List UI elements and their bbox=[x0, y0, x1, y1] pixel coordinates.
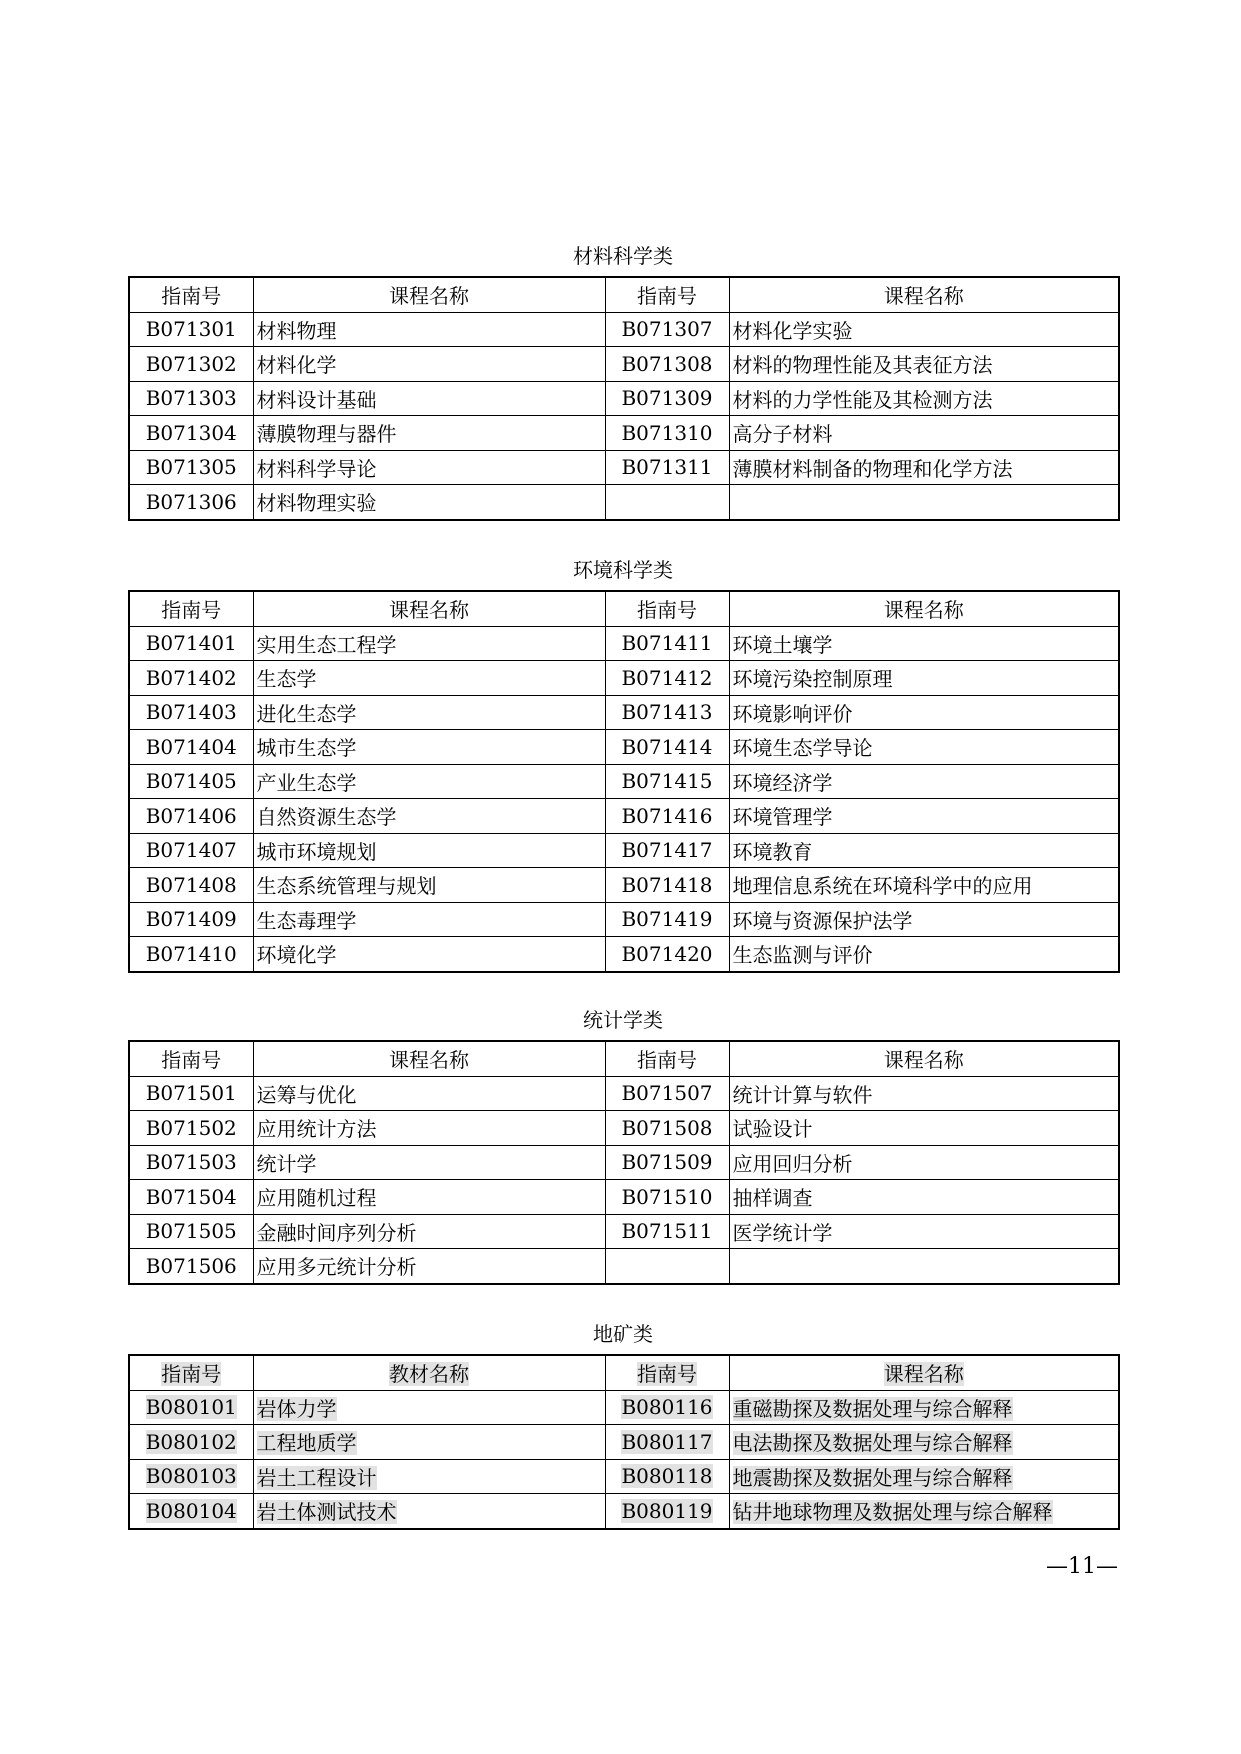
guide-number-cell: B071415 bbox=[605, 764, 729, 799]
guide-number-cell: B071306 bbox=[129, 485, 253, 520]
table-row bbox=[129, 312, 1119, 347]
highlighted-text: B080117 bbox=[621, 1429, 713, 1454]
table-row bbox=[129, 799, 1119, 834]
guide-number-cell: B071511 bbox=[605, 1214, 729, 1249]
course-name-cell: 薄膜材料制备的物理和化学方法 bbox=[729, 450, 1119, 485]
course-table bbox=[128, 590, 1120, 973]
highlighted-text: 钻井地球物理及数据处理与综合解释 bbox=[732, 1500, 1053, 1525]
highlighted-text: B080118 bbox=[621, 1464, 713, 1489]
course-name-cell bbox=[253, 1390, 605, 1425]
highlighted-text: B080102 bbox=[145, 1429, 237, 1454]
course-name-cell: 环境化学 bbox=[253, 937, 605, 972]
guide-number-cell: B071305 bbox=[129, 450, 253, 485]
table-header-row bbox=[129, 1041, 1119, 1076]
course-name-cell: 实用生态工程学 bbox=[253, 626, 605, 661]
table-row bbox=[129, 902, 1119, 937]
course-name-cell: 应用回归分析 bbox=[729, 1145, 1119, 1180]
guide-number-cell: B071503 bbox=[129, 1145, 253, 1180]
course-name-cell: 城市环境规划 bbox=[253, 833, 605, 868]
guide-number-cell: B071409 bbox=[129, 902, 253, 937]
course-name-cell: 统计计算与软件 bbox=[729, 1076, 1119, 1111]
header-course-name: 课程名称 bbox=[253, 277, 605, 312]
page-number: —11— bbox=[1046, 1554, 1118, 1579]
header-course-name: 课程名称 bbox=[253, 591, 605, 626]
course-name-cell: 应用统计方法 bbox=[253, 1111, 605, 1146]
guide-number-cell: B071308 bbox=[605, 347, 729, 382]
course-name-cell: 运筹与优化 bbox=[253, 1076, 605, 1111]
guide-number-cell: B071407 bbox=[129, 833, 253, 868]
guide-number-cell: B071410 bbox=[129, 937, 253, 972]
course-name-cell: 城市生态学 bbox=[253, 730, 605, 765]
table-header-row bbox=[129, 591, 1119, 626]
course-name-cell: 应用多元统计分析 bbox=[253, 1249, 605, 1284]
guide-number-cell: B071404 bbox=[129, 730, 253, 765]
table-header-row bbox=[129, 1355, 1119, 1390]
guide-number-cell: B071413 bbox=[605, 695, 729, 730]
course-name-cell: 自然资源生态学 bbox=[253, 799, 605, 834]
course-name-cell: 环境土壤学 bbox=[729, 626, 1119, 661]
course-name-cell: 生态毒理学 bbox=[253, 902, 605, 937]
table-row bbox=[129, 833, 1119, 868]
section-statistics bbox=[128, 1008, 1118, 1285]
header-course-name: 课程名称 bbox=[729, 277, 1119, 312]
guide-number-cell: B071310 bbox=[605, 416, 729, 451]
course-name-cell: 环境生态学导论 bbox=[729, 730, 1119, 765]
highlighted-text: 岩体力学 bbox=[256, 1396, 337, 1421]
guide-number-cell: B071304 bbox=[129, 416, 253, 451]
guide-number-cell bbox=[605, 1494, 729, 1529]
header-guide-number bbox=[129, 1355, 253, 1390]
course-name-cell: 抽样调查 bbox=[729, 1180, 1119, 1215]
highlighted-text: 重磁勘探及数据处理与综合解释 bbox=[732, 1396, 1013, 1421]
guide-number-cell: B071507 bbox=[605, 1076, 729, 1111]
table-row bbox=[129, 416, 1119, 451]
course-name-cell: 生态学 bbox=[253, 661, 605, 696]
course-table bbox=[128, 276, 1120, 521]
guide-number-cell: B071501 bbox=[129, 1076, 253, 1111]
highlighted-text: 工程地质学 bbox=[256, 1431, 357, 1456]
course-name-cell bbox=[729, 1459, 1119, 1494]
guide-number-cell: B071405 bbox=[129, 764, 253, 799]
header-textbook-name bbox=[253, 1355, 605, 1390]
table-row bbox=[129, 626, 1119, 661]
course-name-cell: 应用随机过程 bbox=[253, 1180, 605, 1215]
table-header-row bbox=[129, 277, 1119, 312]
course-name-cell: 材料化学 bbox=[253, 347, 605, 382]
course-name-cell bbox=[253, 1459, 605, 1494]
guide-number-cell: B071414 bbox=[605, 730, 729, 765]
table-row bbox=[129, 695, 1119, 730]
guide-number-cell: B071509 bbox=[605, 1145, 729, 1180]
course-name-cell: 产业生态学 bbox=[253, 764, 605, 799]
course-name-cell: 材料的物理性能及其表征方法 bbox=[729, 347, 1119, 382]
course-name-cell: 环境管理学 bbox=[729, 799, 1119, 834]
course-table bbox=[128, 1354, 1120, 1530]
header-guide-number: 指南号 bbox=[129, 591, 253, 626]
table-row bbox=[129, 347, 1119, 382]
guide-number-cell bbox=[129, 1425, 253, 1460]
guide-number-cell: B071412 bbox=[605, 661, 729, 696]
highlighted-text: 指南号 bbox=[637, 1362, 697, 1387]
table-row bbox=[129, 450, 1119, 485]
section-title: 地矿类 bbox=[593, 1322, 653, 1346]
section-title: 统计学类 bbox=[583, 1008, 663, 1032]
highlighted-text: 地震勘探及数据处理与综合解释 bbox=[732, 1465, 1013, 1490]
guide-number-cell bbox=[605, 1459, 729, 1494]
course-name-cell bbox=[253, 1425, 605, 1460]
guide-number-cell: B071403 bbox=[129, 695, 253, 730]
course-table bbox=[128, 1040, 1120, 1285]
guide-number-cell: B071401 bbox=[129, 626, 253, 661]
empty-cell bbox=[605, 1249, 729, 1284]
course-name-cell: 材料设计基础 bbox=[253, 381, 605, 416]
guide-number-cell: B071302 bbox=[129, 347, 253, 382]
guide-number-cell: B071411 bbox=[605, 626, 729, 661]
section-geology-mining bbox=[128, 1322, 1118, 1530]
course-name-cell: 地理信息系统在环境科学中的应用 bbox=[729, 868, 1119, 903]
guide-number-cell: B071303 bbox=[129, 381, 253, 416]
header-guide-number: 指南号 bbox=[605, 591, 729, 626]
table-row bbox=[129, 1076, 1119, 1111]
guide-number-cell: B071506 bbox=[129, 1249, 253, 1284]
course-name-cell bbox=[729, 1390, 1119, 1425]
header-course-name: 课程名称 bbox=[729, 1041, 1119, 1076]
table-row bbox=[129, 1494, 1119, 1529]
header-guide-number: 指南号 bbox=[129, 277, 253, 312]
guide-number-cell: B071419 bbox=[605, 902, 729, 937]
course-name-cell: 环境经济学 bbox=[729, 764, 1119, 799]
highlighted-text: 岩土工程设计 bbox=[256, 1465, 377, 1490]
course-name-cell: 金融时间序列分析 bbox=[253, 1214, 605, 1249]
course-name-cell: 材料科学导论 bbox=[253, 450, 605, 485]
section-title: 材料科学类 bbox=[573, 244, 673, 268]
highlighted-text: 电法勘探及数据处理与综合解释 bbox=[732, 1431, 1013, 1456]
guide-number-cell: B071311 bbox=[605, 450, 729, 485]
empty-cell bbox=[605, 485, 729, 520]
guide-number-cell bbox=[129, 1494, 253, 1529]
guide-number-cell bbox=[129, 1459, 253, 1494]
course-name-cell: 生态监测与评价 bbox=[729, 937, 1119, 972]
guide-number-cell: B071417 bbox=[605, 833, 729, 868]
course-name-cell: 薄膜物理与器件 bbox=[253, 416, 605, 451]
guide-number-cell: B071416 bbox=[605, 799, 729, 834]
highlighted-text: B080101 bbox=[145, 1395, 237, 1420]
guide-number-cell bbox=[129, 1390, 253, 1425]
course-name-cell: 材料化学实验 bbox=[729, 312, 1119, 347]
header-guide-number: 指南号 bbox=[129, 1041, 253, 1076]
course-name-cell bbox=[729, 1494, 1119, 1529]
course-name-cell: 进化生态学 bbox=[253, 695, 605, 730]
course-name-cell: 医学统计学 bbox=[729, 1214, 1119, 1249]
course-name-cell: 材料物理 bbox=[253, 312, 605, 347]
header-guide-number: 指南号 bbox=[605, 1041, 729, 1076]
guide-number-cell: B071402 bbox=[129, 661, 253, 696]
section-environmental-science bbox=[128, 558, 1118, 973]
header-guide-number bbox=[605, 1355, 729, 1390]
table-row bbox=[129, 485, 1119, 520]
empty-cell bbox=[729, 1249, 1119, 1284]
guide-number-cell: B071301 bbox=[129, 312, 253, 347]
guide-number-cell: B071508 bbox=[605, 1111, 729, 1146]
table-row bbox=[129, 661, 1119, 696]
course-name-cell: 材料物理实验 bbox=[253, 485, 605, 520]
highlighted-text: B080119 bbox=[621, 1498, 713, 1523]
highlighted-text: B080116 bbox=[621, 1395, 713, 1420]
guide-number-cell: B071406 bbox=[129, 799, 253, 834]
table-row bbox=[129, 1390, 1119, 1425]
guide-number-cell bbox=[605, 1425, 729, 1460]
guide-number-cell bbox=[605, 1390, 729, 1425]
course-name-cell: 生态系统管理与规划 bbox=[253, 868, 605, 903]
guide-number-cell: B071510 bbox=[605, 1180, 729, 1215]
header-course-name bbox=[729, 1355, 1119, 1390]
table-row bbox=[129, 764, 1119, 799]
table-row bbox=[129, 868, 1119, 903]
table-row bbox=[129, 730, 1119, 765]
header-guide-number: 指南号 bbox=[605, 277, 729, 312]
table-row bbox=[129, 1214, 1119, 1249]
table-row bbox=[129, 1111, 1119, 1146]
table-row bbox=[129, 1180, 1119, 1215]
course-name-cell: 环境与资源保护法学 bbox=[729, 902, 1119, 937]
guide-number-cell: B071418 bbox=[605, 868, 729, 903]
guide-number-cell: B071504 bbox=[129, 1180, 253, 1215]
highlighted-text: 课程名称 bbox=[883, 1362, 964, 1387]
highlighted-text: B080104 bbox=[145, 1498, 237, 1523]
highlighted-text: 教材名称 bbox=[389, 1362, 469, 1387]
course-name-cell: 环境影响评价 bbox=[729, 695, 1119, 730]
course-name-cell: 高分子材料 bbox=[729, 416, 1119, 451]
course-name-cell bbox=[253, 1494, 605, 1529]
highlighted-text: 指南号 bbox=[161, 1362, 222, 1387]
table-row bbox=[129, 381, 1119, 416]
table-row bbox=[129, 1425, 1119, 1460]
header-course-name: 课程名称 bbox=[253, 1041, 605, 1076]
table-row bbox=[129, 1145, 1119, 1180]
guide-number-cell: B071408 bbox=[129, 868, 253, 903]
guide-number-cell: B071309 bbox=[605, 381, 729, 416]
table-row bbox=[129, 937, 1119, 972]
header-course-name: 课程名称 bbox=[729, 591, 1119, 626]
course-name-cell: 材料的力学性能及其检测方法 bbox=[729, 381, 1119, 416]
course-name-cell: 环境教育 bbox=[729, 833, 1119, 868]
section-materials-science bbox=[128, 244, 1118, 521]
guide-number-cell: B071505 bbox=[129, 1214, 253, 1249]
course-name-cell bbox=[729, 1425, 1119, 1460]
table-row bbox=[129, 1249, 1119, 1284]
course-name-cell: 统计学 bbox=[253, 1145, 605, 1180]
guide-number-cell: B071307 bbox=[605, 312, 729, 347]
guide-number-cell: B071502 bbox=[129, 1111, 253, 1146]
empty-cell bbox=[729, 485, 1119, 520]
highlighted-text: B080103 bbox=[145, 1464, 237, 1489]
course-name-cell: 试验设计 bbox=[729, 1111, 1119, 1146]
course-name-cell: 环境污染控制原理 bbox=[729, 661, 1119, 696]
section-title: 环境科学类 bbox=[573, 558, 673, 582]
table-row bbox=[129, 1459, 1119, 1494]
guide-number-cell: B071420 bbox=[605, 937, 729, 972]
highlighted-text: 岩土体测试技术 bbox=[256, 1500, 397, 1525]
